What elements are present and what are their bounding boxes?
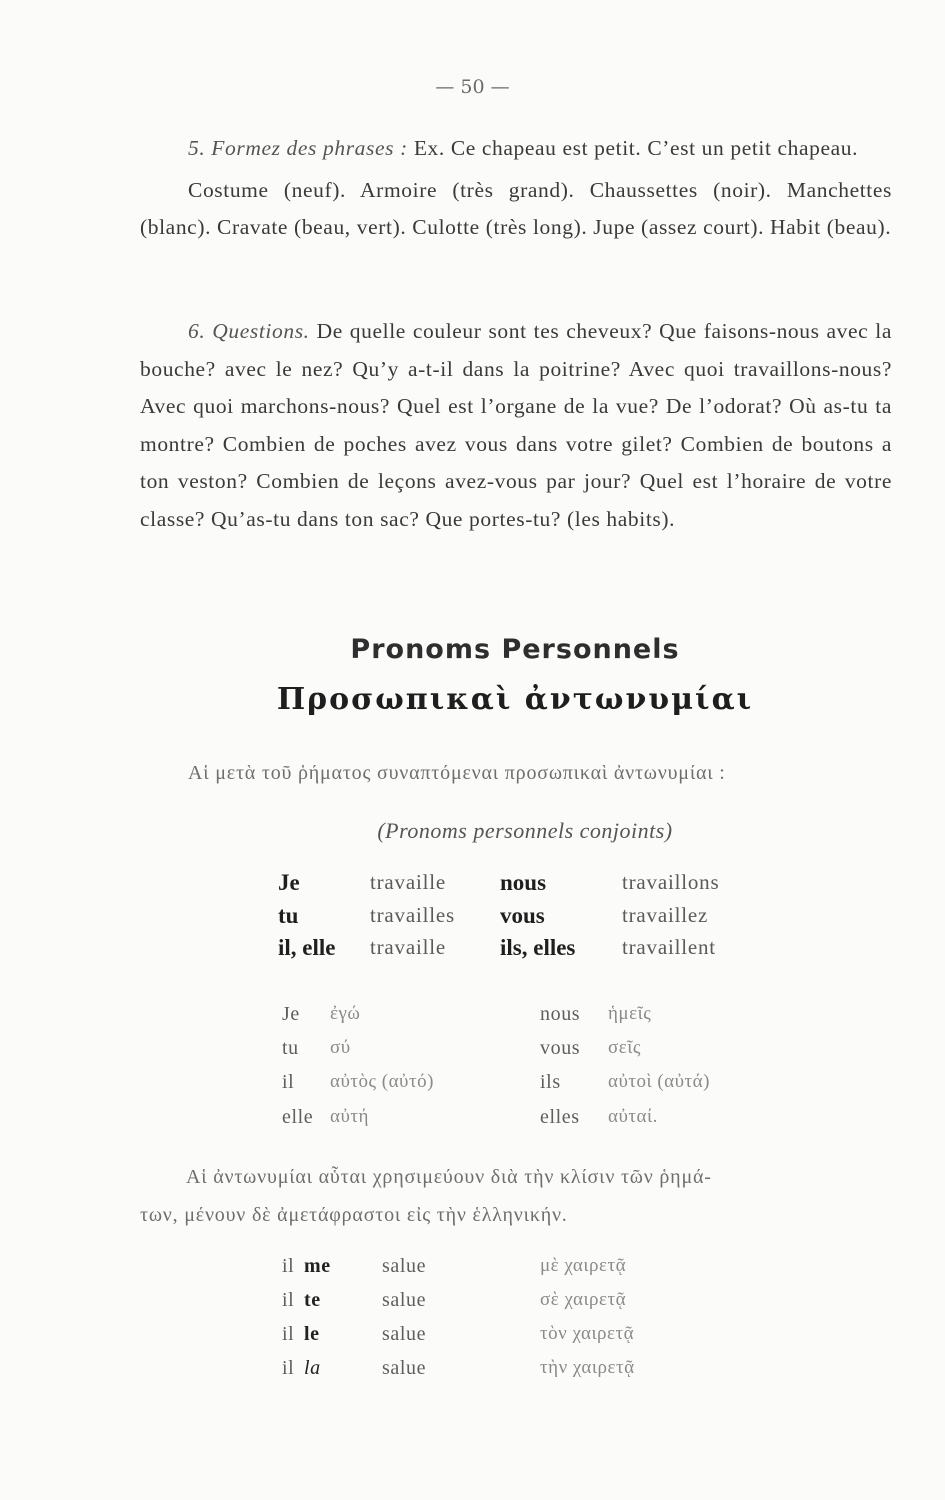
obj-pronoun: la — [304, 1357, 321, 1379]
obj-verb: salue — [382, 1323, 427, 1345]
trans-gr: αὐταί. — [608, 1106, 658, 1127]
exercise-5-items: Costume (neuf). Armoire (très grand). Chaussettes (noir). Manchettes (blanc). Cravate (beau, vert). Culotte (très long). Jupe (assez court). Habit (beau). — [140, 177, 892, 239]
conj-pron: ils, elles — [500, 935, 576, 960]
trans-fr: il — [282, 1071, 295, 1093]
trans-gr: ἡμεῖς — [608, 1003, 652, 1024]
conj-pron: il, elle — [278, 935, 336, 960]
obj-verb: salue — [382, 1357, 427, 1379]
trans-fr: tu — [282, 1037, 299, 1059]
obj-subject: il — [282, 1289, 295, 1311]
section-title-french: Pronoms Personnels — [350, 634, 680, 665]
obj-subject: il — [282, 1255, 295, 1277]
obj-verb: salue — [382, 1289, 427, 1311]
trans-gr: σεῖς — [608, 1037, 641, 1058]
trans-gr: σύ — [330, 1037, 351, 1058]
obj-verb: salue — [382, 1255, 427, 1277]
conj-verb: travaille — [370, 870, 446, 894]
exercise-6 — [140, 313, 892, 538]
conj-verb: travaillons — [622, 870, 720, 894]
trans-gr: αὐτὸς (αὐτό) — [330, 1071, 434, 1092]
obj-subject: il — [282, 1357, 295, 1379]
trans-gr: ἐγώ — [330, 1003, 361, 1024]
trans-gr: αὐτή — [330, 1106, 369, 1127]
exercise-6-paragraph — [140, 313, 892, 538]
obj-pronoun: te — [304, 1289, 321, 1311]
note-greek-line-1: Αἱ ἀντωνυμίαι αὗται χρησιμεύουν διὰ τὴν κλίσιν τῶν ῥημά- — [186, 1166, 712, 1188]
exercise-6-label: 6. Questions. — [188, 319, 310, 343]
obj-greek: τὸν χαιρετᾷ — [540, 1323, 635, 1344]
exercise-6-questions: De quelle couleur sont tes cheveux? Que faisons-nous avec la bouche? avec le nez? Qu’y a-t-il dans la poitrine? Avec quoi travaillons-nous? Avec quoi marchons-nous? Quel est l’organe de la vue? De l’odorat? Où as-tu ta montre? Combien de poches avez vous dans votre gilet? Combien de boutons a ton veston? Combien de leçons avez-vous par jour? Quel est l’horaire de votre classe? Qu’as-tu dans ton sac? Que portes-tu? (les habits). — [140, 319, 892, 531]
conj-verb: travaillez — [622, 903, 709, 927]
conj-pron: tu — [278, 903, 299, 928]
obj-pronoun: le — [304, 1323, 320, 1345]
conj-verb: travaillent — [622, 935, 716, 959]
intro-greek: Αἱ μετὰ τοῦ ῥήματος συναπτόμεναι προσωπικαὶ ἀντωνυμίαι : — [188, 762, 726, 784]
obj-greek: σὲ χαιρετᾷ — [540, 1289, 627, 1310]
exercise-5 — [140, 130, 892, 247]
page-number: — 50 — — [435, 76, 510, 98]
conj-verb: travailles — [370, 903, 455, 927]
trans-fr: vous — [540, 1037, 581, 1059]
trans-fr: ils — [540, 1071, 561, 1093]
exercise-5-label: 5. Formez des phrases : — [188, 136, 408, 160]
exercise-5-example: Ex. Ce chapeau est petit. C’est un petit chapeau. — [413, 136, 859, 160]
obj-greek: μὲ χαιρετᾷ — [540, 1255, 627, 1276]
trans-fr: elles — [540, 1106, 580, 1128]
exercise-5-intro — [140, 130, 892, 168]
trans-gr: αὐτοὶ (αὐτά) — [608, 1071, 710, 1092]
trans-fr: Je — [282, 1003, 300, 1025]
obj-pronoun: me — [304, 1255, 331, 1277]
trans-fr: nous — [540, 1003, 581, 1025]
conj-pron: Je — [278, 870, 300, 895]
conjoint-subtitle: (Pronoms personnels conjoints) — [377, 818, 673, 843]
obj-greek: τὴν χαιρετᾷ — [540, 1357, 635, 1378]
note-greek-line-2: των, μένουν δὲ ἀμετάφραστοι εἰς τὴν ἑλληνικήν. — [140, 1204, 568, 1226]
trans-fr: elle — [282, 1106, 314, 1128]
section-title-greek: Προσωπικαὶ ἀντωνυμίαι — [276, 682, 754, 717]
obj-subject: il — [282, 1323, 295, 1345]
conj-verb: travaille — [370, 935, 446, 959]
conj-pron: nous — [500, 870, 547, 895]
conj-pron: vous — [500, 903, 545, 928]
